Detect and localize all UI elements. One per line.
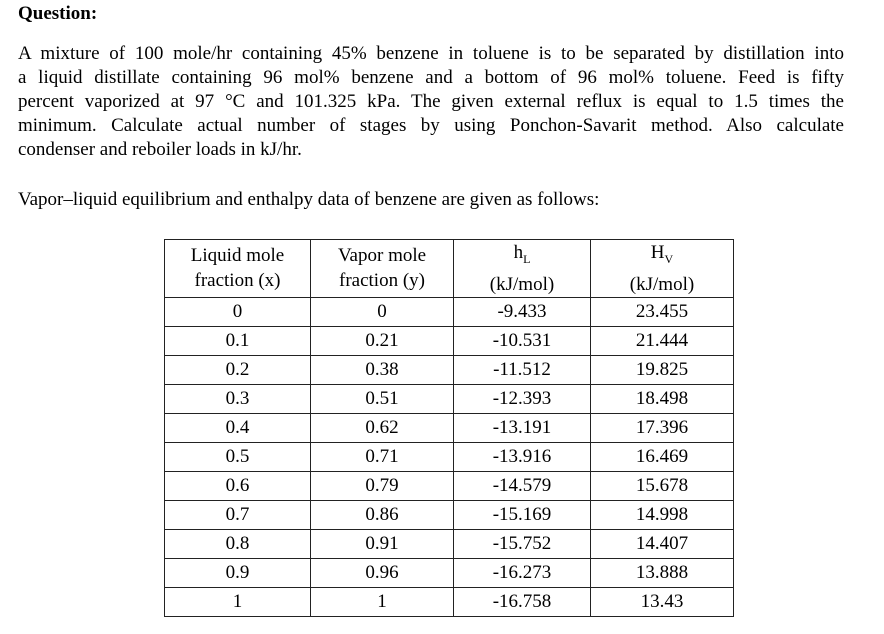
header-line: Liquid mole [190, 245, 285, 267]
symbol-subscript: L [523, 251, 531, 266]
cell-hv: 21.444 [591, 326, 734, 355]
paragraph-line: a liquid distillate containing 96 mol% benzene and a bottom of 96 mol% toluene. Feed is fifty [18, 67, 844, 88]
symbol-subscript: V [664, 251, 674, 266]
cell-hl: -11.512 [454, 355, 591, 384]
cell-y: 1 [311, 587, 454, 616]
cell-x: 0.6 [165, 471, 311, 500]
table-intro: Vapor–liquid equilibrium and enthalpy data of benzene are given as follows: [18, 189, 600, 210]
table-row [165, 471, 734, 500]
question-heading: Question: [18, 3, 98, 24]
table-row [165, 587, 734, 616]
cell-x: 0.7 [165, 500, 311, 529]
table-row [165, 442, 734, 471]
cell-x: 0.5 [165, 442, 311, 471]
cell-hv: 13.43 [591, 587, 734, 616]
cell-hl: -16.758 [454, 587, 591, 616]
header-line: (kJ/mol) [629, 273, 695, 295]
cell-y: 0.86 [311, 500, 454, 529]
cell-hl: -13.191 [454, 413, 591, 442]
header-line: (kJ/mol) [489, 273, 555, 295]
cell-hl: -14.579 [454, 471, 591, 500]
cell-hv: 14.998 [591, 500, 734, 529]
table-row [165, 413, 734, 442]
cell-hl: -12.393 [454, 384, 591, 413]
cell-y: 0.79 [311, 471, 454, 500]
cell-x: 0.2 [165, 355, 311, 384]
cell-y: 0.51 [311, 384, 454, 413]
cell-hv: 19.825 [591, 355, 734, 384]
header-symbol [591, 240, 733, 272]
question-paragraph [18, 42, 844, 162]
cell-hv: 16.469 [591, 442, 734, 471]
header-line: fraction (y) [339, 270, 425, 292]
cell-x: 0.4 [165, 413, 311, 442]
cell-x: 0.8 [165, 529, 311, 558]
table-row [165, 529, 734, 558]
table-body [165, 297, 734, 616]
cell-hv: 18.498 [591, 384, 734, 413]
cell-y: 0.21 [311, 326, 454, 355]
cell-y: 0.71 [311, 442, 454, 471]
cell-x: 0.1 [165, 326, 311, 355]
cell-hv: 13.888 [591, 558, 734, 587]
cell-x: 0 [165, 297, 311, 326]
cell-y: 0 [311, 297, 454, 326]
header-liquid-enthalpy [454, 240, 591, 298]
cell-hv: 17.396 [591, 413, 734, 442]
paragraph-line: percent vaporized at 97 °C and 101.325 kPa. The given external reflux is equal to 1.5 times the [18, 91, 844, 112]
cell-hl: -15.752 [454, 529, 591, 558]
table-row [165, 384, 734, 413]
paragraph-line: minimum. Calculate actual number of stages by using Ponchon-Savarit method. Also calculate [18, 115, 844, 136]
header-vapor-enthalpy [591, 240, 734, 298]
symbol-main: H [650, 242, 665, 263]
table-row [165, 558, 734, 587]
cell-hl: -15.169 [454, 500, 591, 529]
cell-hl: -9.433 [454, 297, 591, 326]
table-row [165, 326, 734, 355]
cell-hv: 23.455 [591, 297, 734, 326]
vle-enthalpy-table [164, 239, 734, 617]
cell-hv: 15.678 [591, 471, 734, 500]
cell-hl: -13.916 [454, 442, 591, 471]
table-header-row [165, 240, 734, 298]
header-symbol [454, 240, 590, 272]
header-line: Vapor mole [337, 245, 427, 267]
cell-hl: -10.531 [454, 326, 591, 355]
cell-y: 0.62 [311, 413, 454, 442]
cell-x: 0.3 [165, 384, 311, 413]
paragraph-line: A mixture of 100 mole/hr containing 45% benzene in toluene is to be separated by distillation into [18, 43, 844, 64]
table-row [165, 500, 734, 529]
header-line: fraction (x) [194, 270, 281, 292]
cell-y: 0.91 [311, 529, 454, 558]
table-row [165, 355, 734, 384]
header-vapor-mole-fraction [311, 240, 454, 298]
header-liquid-mole-fraction [165, 240, 311, 298]
cell-y: 0.96 [311, 558, 454, 587]
table-row [165, 297, 734, 326]
cell-x: 0.9 [165, 558, 311, 587]
cell-x: 1 [165, 587, 311, 616]
paragraph-line: condenser and reboiler loads in kJ/hr. [18, 139, 302, 160]
symbol-main: h [513, 242, 524, 263]
cell-hv: 14.407 [591, 529, 734, 558]
cell-hl: -16.273 [454, 558, 591, 587]
cell-y: 0.38 [311, 355, 454, 384]
